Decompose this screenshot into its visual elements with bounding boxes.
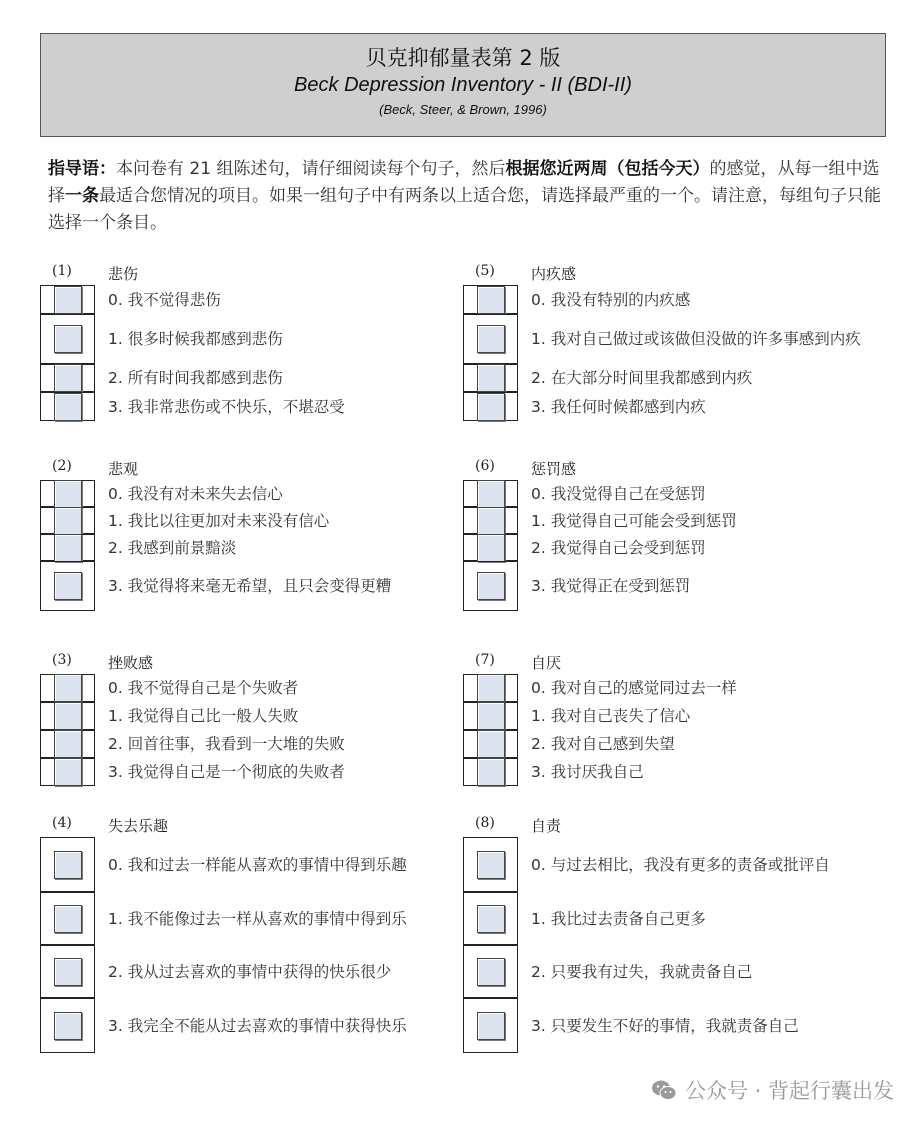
option-row[interactable]: [40, 730, 470, 758]
option-text: 0. 我对自己的感觉同过去一样: [531, 679, 737, 697]
checkbox-cell: [40, 758, 95, 786]
checkbox[interactable]: [54, 286, 82, 314]
option-row[interactable]: [40, 480, 470, 507]
option-row[interactable]: [463, 561, 893, 611]
instructions-colon: ：: [99, 159, 116, 179]
section-8: [463, 815, 893, 1053]
checkbox-cell: [40, 507, 95, 534]
checkbox-cell: [463, 534, 518, 561]
option-row[interactable]: [463, 285, 893, 314]
checkbox-cell: [40, 730, 95, 758]
option-row[interactable]: [463, 674, 893, 702]
checkbox-cell: [463, 507, 518, 534]
section-header: [463, 652, 893, 674]
section-number: (7): [475, 652, 495, 668]
option-text: 2. 我对自己感到失望: [531, 735, 675, 753]
checkbox-cell: [463, 702, 518, 730]
option-row[interactable]: [463, 364, 893, 392]
option-text: 0. 我不觉得悲伤: [108, 290, 221, 309]
checkbox[interactable]: [54, 325, 82, 353]
section-title: 自厌: [531, 654, 562, 672]
checkbox-cell: [40, 945, 95, 998]
section-title: 悲观: [108, 460, 139, 478]
option-row[interactable]: [40, 561, 470, 611]
section-title: 自责: [531, 817, 562, 835]
option-row[interactable]: [463, 892, 893, 945]
section-2: [40, 458, 470, 611]
checkbox[interactable]: [54, 958, 82, 986]
section-header: [463, 458, 893, 480]
option-row[interactable]: [40, 837, 470, 892]
instructions: [48, 156, 890, 237]
section-header: [40, 263, 470, 285]
checkbox[interactable]: [477, 958, 505, 986]
checkbox-cell: [463, 730, 518, 758]
option-text: 3. 我任何时候都感到内疚: [531, 397, 706, 416]
section-number: (3): [52, 652, 72, 668]
checkbox-cell: [463, 837, 518, 892]
section-header: [463, 815, 893, 837]
option-text: 3. 只要发生不好的事情，我就责备自己: [531, 1016, 799, 1035]
option-text: 2. 所有时间我都感到悲伤: [108, 369, 283, 387]
checkbox[interactable]: [54, 480, 82, 508]
section-number: (6): [475, 458, 495, 474]
checkbox[interactable]: [54, 758, 82, 786]
option-text: 2. 在大部分时间里我都感到内疚: [531, 369, 753, 387]
section-title: 内疚感: [531, 265, 577, 283]
checkbox-cell: [463, 480, 518, 507]
checkbox[interactable]: [477, 286, 505, 314]
section-5: [463, 263, 893, 421]
title-english: Beck Depression Inventory - II (BDI-II): [294, 74, 632, 96]
option-row[interactable]: [40, 507, 470, 534]
title-chinese: 贝克抑郁量表第 2 版: [365, 46, 561, 70]
option-text: 2. 我感到前景黯淡: [108, 538, 237, 557]
option-row[interactable]: [40, 314, 470, 364]
option-text: 0. 与过去相比，我没有更多的责备或批评自: [531, 855, 830, 874]
checkbox-cell: [463, 998, 518, 1053]
section-header: [463, 263, 893, 285]
option-text: 3. 我非常悲伤或不快乐，不堪忍受: [108, 397, 345, 416]
option-text: 1. 我觉得自己比一般人失败: [108, 707, 299, 725]
checkbox-cell: [40, 837, 95, 892]
checkbox[interactable]: [477, 674, 505, 702]
section-number: (8): [475, 815, 495, 831]
checkbox[interactable]: [477, 730, 505, 758]
scale-header: [40, 33, 886, 137]
checkbox[interactable]: [54, 1012, 82, 1040]
option-text: 2. 我觉得自己会受到惩罚: [531, 538, 706, 557]
option-text: 0. 我没有对未来失去信心: [108, 484, 283, 503]
checkbox-cell: [40, 892, 95, 945]
option-row[interactable]: [463, 758, 893, 786]
checkbox[interactable]: [477, 534, 505, 562]
checkbox-cell: [40, 364, 95, 392]
checkbox[interactable]: [54, 674, 82, 702]
option-row[interactable]: [40, 998, 470, 1053]
checkbox[interactable]: [54, 507, 82, 535]
checkbox-cell: [463, 392, 518, 421]
option-text: 1. 我对自己丧失了信心: [531, 707, 691, 725]
checkbox-cell: [463, 892, 518, 945]
instructions-text-2: 的感觉，从每一组中选择: [48, 159, 880, 206]
section-number: (1): [52, 263, 72, 279]
checkbox[interactable]: [54, 851, 82, 879]
option-text: 2. 只要我有过失，我就责备自己: [531, 962, 753, 981]
instructions-text-1: 本问卷有 21 组陈述句，请仔细阅读每个句子，然后: [116, 159, 506, 179]
checkbox[interactable]: [477, 1012, 505, 1040]
option-text: 1. 我对自己做过或该做但没做的许多事感到内疚: [531, 330, 861, 348]
wechat-icon: [651, 1079, 677, 1101]
checkbox[interactable]: [477, 325, 505, 353]
option-row[interactable]: [40, 945, 470, 998]
checkbox[interactable]: [477, 480, 505, 508]
checkbox-cell: [463, 674, 518, 702]
option-row[interactable]: [463, 480, 893, 507]
checkbox[interactable]: [477, 507, 505, 535]
option-row[interactable]: [40, 392, 470, 421]
section-4: [40, 815, 470, 1053]
option-row[interactable]: [40, 285, 470, 314]
checkbox[interactable]: [477, 572, 505, 600]
checkbox-cell: [463, 364, 518, 392]
option-text: 1. 我觉得自己可能会受到惩罚: [531, 511, 737, 530]
checkbox-cell: [40, 534, 95, 561]
checkbox-cell: [463, 945, 518, 998]
instructions-emphasis-one: 一条: [65, 186, 99, 206]
option-row[interactable]: [40, 758, 470, 786]
option-text: 3. 我觉得将来毫无希望，且只会变得更糟: [108, 577, 392, 595]
section-7: [463, 652, 893, 786]
section-number: (2): [52, 458, 72, 474]
option-text: 3. 我觉得自己是一个彻底的失败者: [108, 763, 345, 781]
checkbox[interactable]: [477, 758, 505, 786]
checkbox-cell: [463, 285, 518, 314]
section-header: [40, 815, 470, 837]
option-row[interactable]: [40, 534, 470, 561]
checkbox-cell: [463, 561, 518, 611]
watermark-text: 公众号 · 背起行囊出发: [684, 1079, 894, 1103]
option-text: 1. 我比以往更加对未来没有信心: [108, 511, 330, 530]
option-text: 0. 我没觉得自己在受惩罚: [531, 484, 706, 503]
section-title: 失去乐趣: [108, 817, 169, 835]
section-number: (5): [475, 263, 495, 279]
option-text: 3. 我完全不能从过去喜欢的事情中获得快乐: [108, 1016, 407, 1035]
checkbox[interactable]: [54, 730, 82, 758]
checkbox[interactable]: [54, 364, 82, 392]
checkbox-cell: [40, 998, 95, 1053]
option-text: 3. 我讨厌我自己: [531, 763, 644, 781]
checkbox[interactable]: [54, 905, 82, 933]
checkbox[interactable]: [477, 905, 505, 933]
section-1: [40, 263, 470, 421]
section-3: [40, 652, 470, 786]
checkbox-cell: [40, 561, 95, 611]
option-text: 0. 我没有特别的内疚感: [531, 290, 691, 309]
option-row[interactable]: [463, 837, 893, 892]
checkbox[interactable]: [477, 393, 505, 421]
section-header: [40, 458, 470, 480]
checkbox-cell: [40, 480, 95, 507]
section-number: (4): [52, 815, 72, 831]
checkbox[interactable]: [54, 534, 82, 562]
option-row[interactable]: [463, 314, 893, 364]
option-text: 2. 我从过去喜欢的事情中获得的快乐很少: [108, 962, 392, 981]
watermark: [651, 1075, 894, 1105]
option-text: 2. 回首往事，我看到一大堆的失败: [108, 735, 345, 753]
checkbox-cell: [463, 758, 518, 786]
option-text: 3. 我觉得正在受到惩罚: [531, 577, 691, 595]
checkbox-cell: [40, 285, 95, 314]
checkbox-cell: [463, 314, 518, 364]
citation: (Beck, Steer, & Brown, 1996): [379, 102, 547, 117]
checkbox-cell: [40, 674, 95, 702]
option-text: 0. 我和过去一样能从喜欢的事情中得到乐趣: [108, 855, 407, 874]
option-text: 0. 我不觉得自己是个失败者: [108, 679, 299, 697]
section-title: 惩罚感: [531, 460, 577, 478]
instructions-text-3: 最适合您情况的项目。如果一组句子中有两条以上适合您，请选择最严重的一个。请注意，每组句子只能选择一个条目。: [48, 186, 881, 233]
checkbox[interactable]: [54, 572, 82, 600]
instructions-label: 指导语: [48, 159, 99, 179]
section-header: [40, 652, 470, 674]
option-row[interactable]: [40, 364, 470, 392]
option-row[interactable]: [40, 892, 470, 945]
section-title: 悲伤: [108, 265, 139, 283]
option-row[interactable]: [463, 730, 893, 758]
section-title: 挫败感: [108, 654, 154, 672]
option-row[interactable]: [463, 507, 893, 534]
checkbox[interactable]: [54, 702, 82, 730]
option-text: 1. 我不能像过去一样从喜欢的事情中得到乐: [108, 909, 407, 928]
checkbox-cell: [40, 314, 95, 364]
option-row[interactable]: [463, 392, 893, 421]
option-text: 1. 我比过去责备自己更多: [531, 909, 706, 928]
option-row[interactable]: [463, 998, 893, 1053]
option-row[interactable]: [463, 945, 893, 998]
section-6: [463, 458, 893, 611]
checkbox-cell: [40, 702, 95, 730]
checkbox[interactable]: [477, 364, 505, 392]
option-text: 1. 很多时候我都感到悲伤: [108, 330, 283, 348]
checkbox[interactable]: [477, 702, 505, 730]
instructions-emphasis-period: 根据您近两周（包括今天）: [505, 159, 710, 179]
option-row[interactable]: [463, 534, 893, 561]
option-row[interactable]: [40, 702, 470, 730]
checkbox-cell: [40, 392, 95, 421]
checkbox[interactable]: [54, 393, 82, 421]
option-row[interactable]: [40, 674, 470, 702]
option-row[interactable]: [463, 702, 893, 730]
checkbox[interactable]: [477, 851, 505, 879]
